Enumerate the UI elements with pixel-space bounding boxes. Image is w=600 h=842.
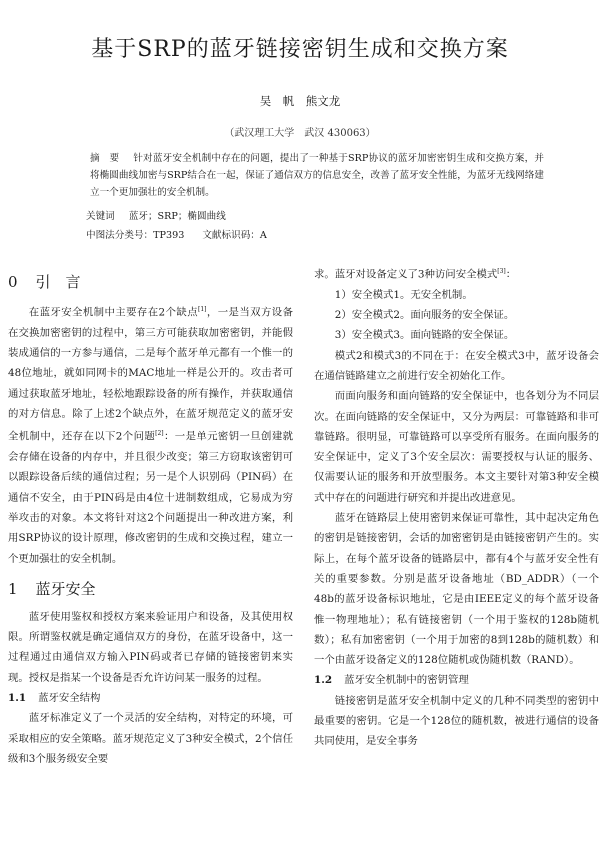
subsection-number: 1.1 <box>8 691 27 704</box>
intro-paragraph <box>8 300 293 569</box>
body-paragraph: 蓝牙使用鉴权和授权方案来验证用户和设备，及其使用权限。所谓鉴权就是确定通信双方的身份，在蓝牙设备中，这一过程通过由通信双方输入PIN码或者已存储的链接密钥来实现。授权是指某一个设备是否允许访问某一服务的过程。 <box>8 610 293 684</box>
section-title: 引 言 <box>35 273 81 291</box>
body-paragraph: 模式2和模式3的不同在于：在安全模式3中，蓝牙设备会在通信链路建立之前进行安全初始化工作。 <box>314 349 599 382</box>
subsection-title: 蓝牙安全机制中的密钥管理 <box>344 674 469 687</box>
subsection-heading-security-structure <box>8 688 293 708</box>
paper-title: 基于SRP的蓝牙链接密钥生成和交换方案 <box>91 37 509 62</box>
section-title: 蓝牙安全 <box>35 579 96 598</box>
body-paragraph: 蓝牙标准定义了一个灵活的安全结构，对特定的环境，可采取相应的安全策略。蓝牙规范定义了3种安全模式，2个信任级和3个服务级安全要 <box>8 712 293 765</box>
citation: [1] <box>198 306 207 313</box>
body-paragraph: 而面向服务和面向链路的安全保证中，也各划分为不同层次。在面向链路的安全保证中，又分为两层：可靠链路和非可靠链路。很明显，可靠链路可以享受所有服务。在面向服务的安全保证中，定义了3个安全层次：需要授权与认证的服务、仅需要认证的服务和开放型服务。本文主要针对第3种安全模式中存在的问题进行研究和并提出改进意见。 <box>314 390 599 504</box>
citation: [2] <box>155 430 164 438</box>
section-heading-intro <box>8 266 293 298</box>
text-run: 在蓝牙安全机制中主要存在2个缺点 <box>28 306 199 319</box>
section-number: 0 <box>8 273 18 291</box>
text-run: ：一是单元密钥一旦创建就会存储在设备的内存中，并且很少改变；第三方窃取该密钥可以跟踪设备后续的通信过程；另一是个人识别码（PIN码）在通信不安全，由于PIN码是由4位十进制数组成，它易成为穷举攻击的对象。本文将针对这2个问题提出一种改进方案，利用SRP协议的设计原理，修改密钥的生成和交换过程，建立一个更加强壮的安全机制。 <box>8 430 293 565</box>
doc-code: 文献标识码：A <box>202 230 267 241</box>
subsection-heading-key-management <box>314 670 599 690</box>
section-number: 1 <box>8 579 18 598</box>
abstract-label: 摘 要 <box>90 153 120 164</box>
body-paragraph: 蓝牙在链路层上使用密钥来保证可靠性，其中起决定角色的密钥是链接密钥，会话的加密密钥是由链接密钥产生的。实际上，在每个蓝牙设备的链路层中，都有4个与蓝牙安全性有关的重要参数。分别是蓝牙设备地址（BD_ADDR）（一个48b的蓝牙设备标识地址，它是由IEEE定义的每个蓝牙设备惟一物理地址）；私有链接密钥（一个用于鉴权的128b随机数）；私有加密密钥（一个用于加密的8到128b的随机数）和一个由蓝牙设备定义的128位随机或伪随机数（RAND）。 <box>314 512 599 667</box>
section-heading-bluetooth-security <box>8 573 293 605</box>
citation: [3] <box>497 268 506 275</box>
text-run: 求。蓝牙对设备定义了3种访问安全模式 <box>314 268 498 281</box>
keywords-label: 关键词 <box>86 211 115 222</box>
keywords-text: 蓝牙；SRP；椭圆曲线 <box>128 211 226 222</box>
affiliation: （武汉理工大学 武汉 430063） <box>224 128 376 139</box>
subsection-number: 1.2 <box>314 674 333 687</box>
text-run: ： <box>505 268 517 281</box>
classification <box>86 227 267 241</box>
clc-number: 中图法分类号：TP393 <box>86 230 185 241</box>
security-mode-list <box>314 285 599 346</box>
keywords <box>86 208 226 222</box>
body-paragraph <box>314 262 599 285</box>
authors: 吴 帆 熊文龙 <box>259 94 341 108</box>
abstract-text: 针对蓝牙安全机制中存在的问题，提出了一种基于SRP协议的蓝牙加密密钥生成和交换方案，并将椭圆曲线加密与SRP结合在一起，保证了通信双方的信息安全，改善了蓝牙安全性能，为蓝牙无线网络建立一个更加强壮的安全机制。 <box>90 153 545 198</box>
right-column <box>314 262 599 752</box>
text-run: ，一是当双方设备在交换加密密钥的过程中，第三方可能获取加密密钥，并能假装成通信的一方参与通信，二是每个蓝牙单元都有一个惟一的48位地址，就如同网卡的MAC地址一样是公开的。攻击者可通过获取蓝牙地址，轻松地跟踪设备的所有操作，并获取通信的对方信息。除了上述2个缺点外，在蓝牙规范定义的蓝牙安全机制中，还存在以下2个问题 <box>8 306 294 443</box>
list-item: 1）安全模式1。无安全机制。 <box>334 288 473 301</box>
left-column <box>8 262 293 769</box>
body-paragraph: 链接密钥是蓝牙安全机制中定义的几种不同类型的密钥中最重要的密钥。它是一个128位的随机数，被进行通信的设备共同使用，是安全事务 <box>314 694 599 748</box>
subsection-title: 蓝牙安全结构 <box>38 691 101 704</box>
list-item: 2）安全模式2。面向服务的安全保证。 <box>334 309 515 322</box>
abstract <box>62 150 544 201</box>
list-item: 3）安全模式3。面向链路的安全保证。 <box>334 329 515 342</box>
